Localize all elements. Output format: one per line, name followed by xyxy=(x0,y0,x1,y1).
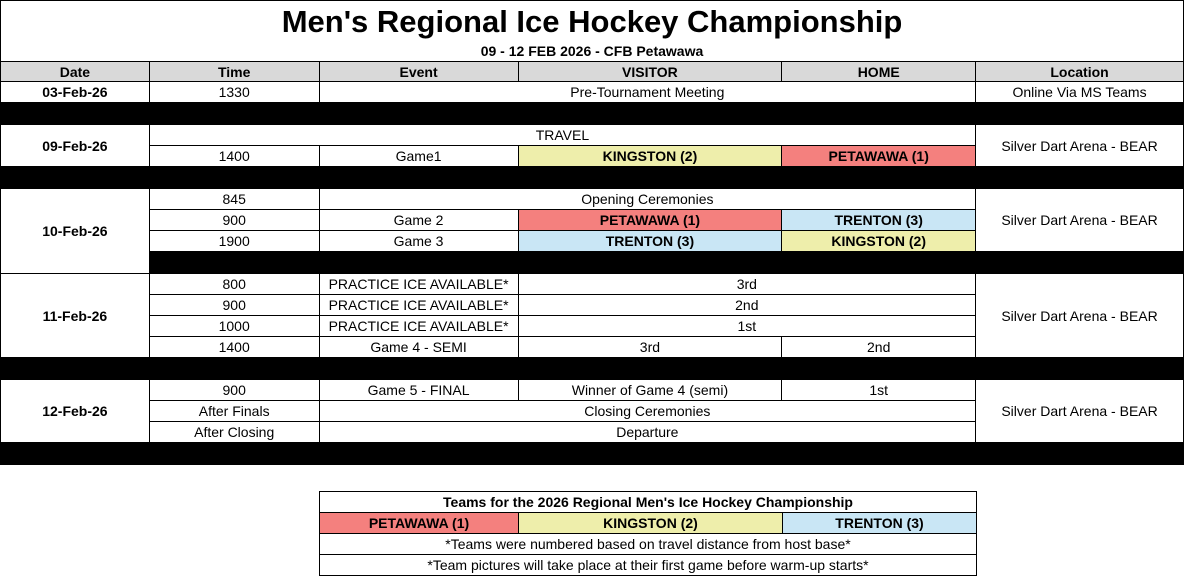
visitor-cell: KINGSTON (2) xyxy=(518,146,782,167)
table-row xyxy=(1,274,1184,295)
visitor-cell: Winner of Game 4 (semi) xyxy=(518,380,782,401)
event-cell: PRACTICE ICE AVAILABLE* xyxy=(319,316,518,337)
header-row xyxy=(1,62,1184,82)
teams-title-row xyxy=(320,492,977,513)
home-cell: 2nd xyxy=(782,337,976,358)
event-cell: Pre-Tournament Meeting xyxy=(319,82,975,103)
time-cell: 1400 xyxy=(149,146,319,167)
event-cell: Game 3 xyxy=(319,231,518,252)
time-cell: 900 xyxy=(149,295,319,316)
note-row xyxy=(320,555,977,576)
note-numbering: *Teams were numbered based on travel distance from host base* xyxy=(320,534,977,555)
event-cell: Game1 xyxy=(319,146,518,167)
time-cell: 1400 xyxy=(149,337,319,358)
header-event: Event xyxy=(319,62,518,82)
time-cell: 800 xyxy=(149,274,319,295)
separator-row xyxy=(1,252,1184,274)
team-cell: 1st xyxy=(518,316,976,337)
location-cell: Silver Dart Arena - BEAR xyxy=(976,189,1184,252)
location-cell: Silver Dart Arena - BEAR xyxy=(976,380,1184,443)
time-cell: 1000 xyxy=(149,316,319,337)
teams-title: Teams for the 2026 Regional Men's Ice Hockey Championship xyxy=(320,492,977,513)
note-row xyxy=(320,534,977,555)
separator-row xyxy=(1,443,1184,465)
date-cell: 09-Feb-26 xyxy=(1,125,150,167)
date-cell: 12-Feb-26 xyxy=(1,380,150,443)
header-date: Date xyxy=(1,62,150,82)
event-cell: TRAVEL xyxy=(149,125,975,146)
team-trenton: TRENTON (3) xyxy=(783,513,977,534)
header-location: Location xyxy=(976,62,1184,82)
event-cell: Game 4 - SEMI xyxy=(319,337,518,358)
event-cell: Game 2 xyxy=(319,210,518,231)
time-cell: After Finals xyxy=(149,401,319,422)
time-cell: 845 xyxy=(149,189,319,210)
separator-row xyxy=(1,167,1184,189)
date-cell: 03-Feb-26 xyxy=(1,82,150,103)
note-pictures: *Team pictures will take place at their first game before warm-up starts* xyxy=(320,555,977,576)
event-cell: Opening Ceremonies xyxy=(319,189,975,210)
team-kingston: KINGSTON (2) xyxy=(519,513,783,534)
separator-row xyxy=(1,103,1184,125)
time-cell: After Closing xyxy=(149,422,319,443)
event-cell: PRACTICE ICE AVAILABLE* xyxy=(319,295,518,316)
location-cell: Online Via MS Teams xyxy=(976,82,1184,103)
table-row xyxy=(1,380,1184,401)
team-cell: 3rd xyxy=(518,274,976,295)
table-row xyxy=(1,82,1184,103)
time-cell: 900 xyxy=(149,210,319,231)
location-cell: Silver Dart Arena - BEAR xyxy=(976,125,1184,167)
schedule-table xyxy=(0,61,1184,465)
time-cell: 900 xyxy=(149,380,319,401)
team-petawawa: PETAWAWA (1) xyxy=(320,513,519,534)
home-cell: TRENTON (3) xyxy=(782,210,976,231)
event-cell: Closing Ceremonies xyxy=(319,401,975,422)
event-cell: Departure xyxy=(319,422,975,443)
visitor-cell: 3rd xyxy=(518,337,782,358)
table-row xyxy=(1,125,1184,146)
time-cell: 1900 xyxy=(149,231,319,252)
home-cell: PETAWAWA (1) xyxy=(782,146,976,167)
location-cell: Silver Dart Arena - BEAR xyxy=(976,274,1184,358)
title-box xyxy=(0,0,1184,62)
page-title: Men's Regional Ice Hockey Championship xyxy=(281,4,903,39)
header-visitor: VISITOR xyxy=(518,62,782,82)
visitor-cell: TRENTON (3) xyxy=(518,231,782,252)
teams-row xyxy=(320,513,977,534)
home-cell: KINGSTON (2) xyxy=(782,231,976,252)
table-row xyxy=(1,189,1184,210)
visitor-cell: PETAWAWA (1) xyxy=(518,210,782,231)
home-cell: 1st xyxy=(782,380,976,401)
date-cell: 10-Feb-26 xyxy=(1,189,150,274)
teams-table xyxy=(319,491,977,576)
time-cell: 1330 xyxy=(149,82,319,103)
page-subtitle: 09 - 12 FEB 2026 - CFB Petawawa xyxy=(480,43,704,59)
separator-row xyxy=(1,358,1184,380)
team-cell: 2nd xyxy=(518,295,976,316)
event-cell: PRACTICE ICE AVAILABLE* xyxy=(319,274,518,295)
header-home: HOME xyxy=(782,62,976,82)
header-time: Time xyxy=(149,62,319,82)
date-cell: 11-Feb-26 xyxy=(1,274,150,358)
event-cell: Game 5 - FINAL xyxy=(319,380,518,401)
